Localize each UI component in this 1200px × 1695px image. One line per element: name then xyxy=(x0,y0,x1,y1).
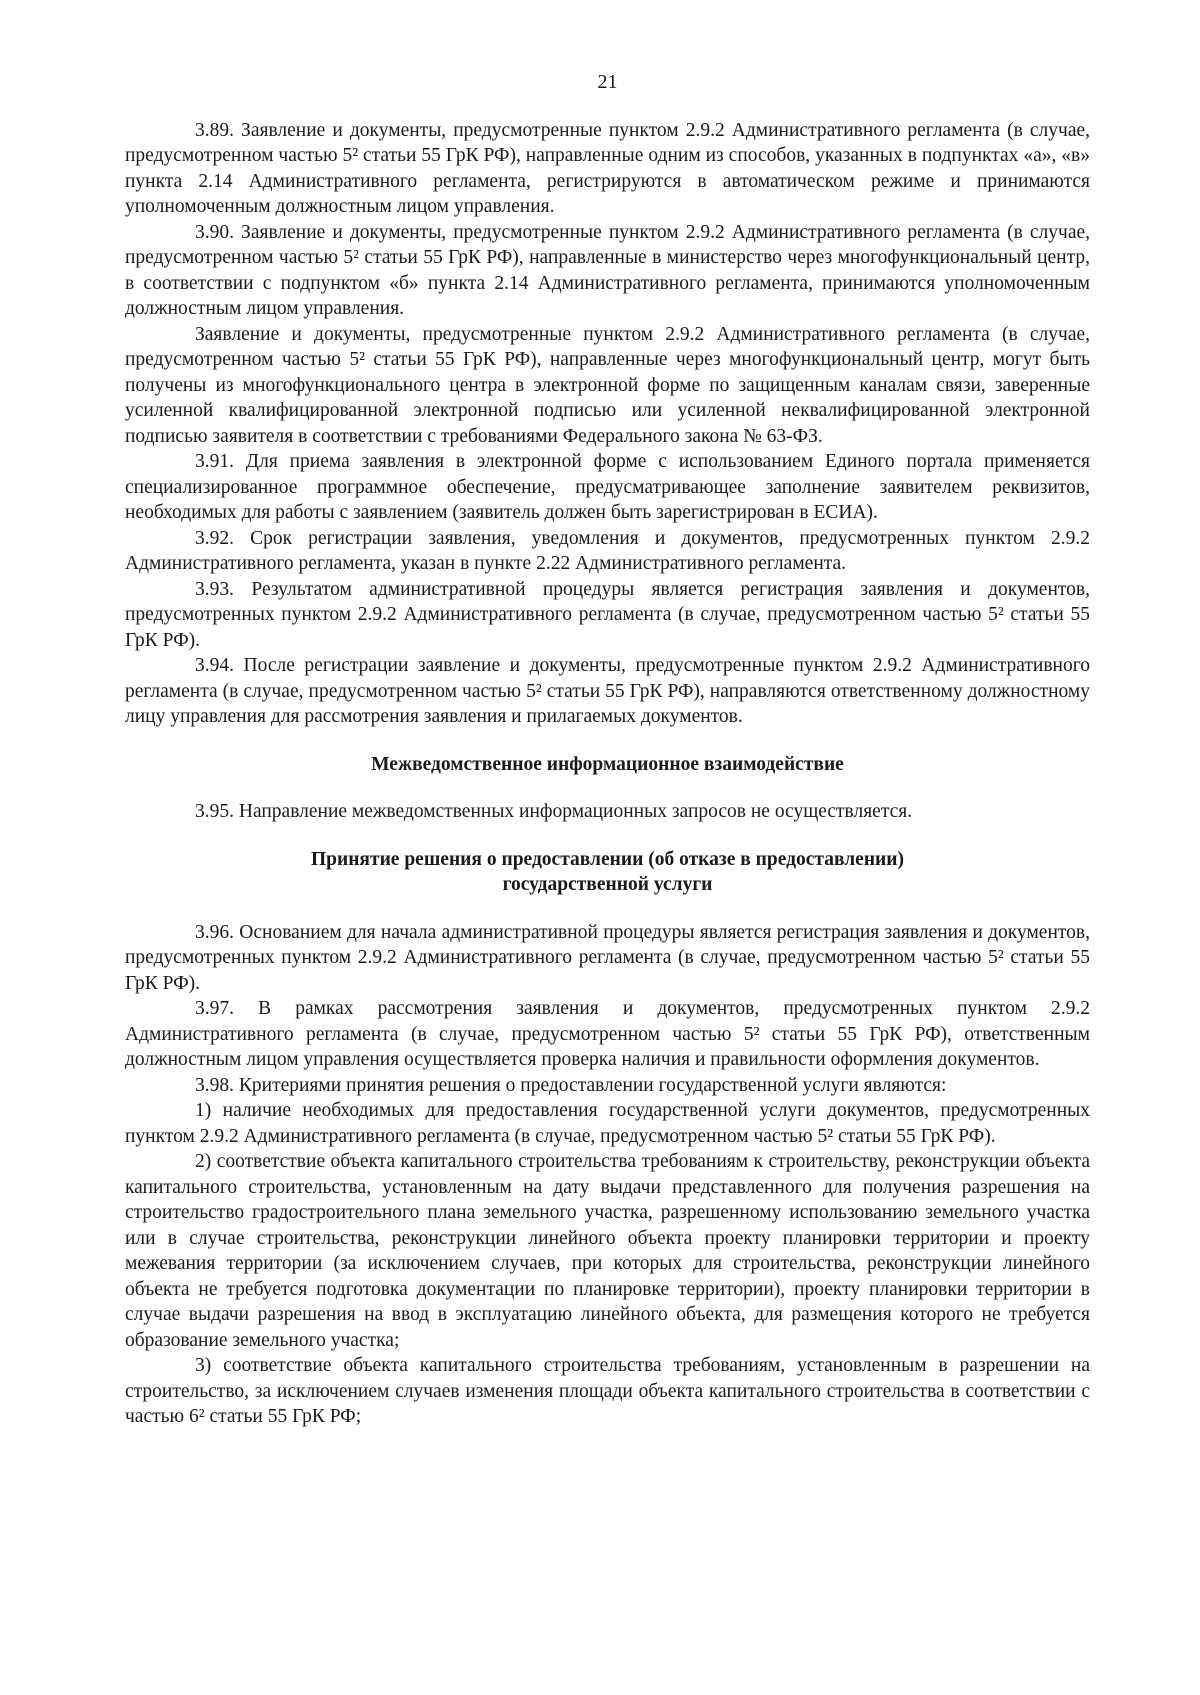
heading-decision xyxy=(125,847,1090,898)
heading-decision-line-2: государственной услуги xyxy=(502,874,713,895)
paragraph-3-90: 3.90. Заявление и документы, предусмотренные пунктом 2.9.2 Административного регламента (в случае, предусмотренном частью 5² статьи 55 ГрК РФ), направленные в министерство через многофункциональный центр, в соответствии с подпунктом «б» пункта 2.14 Административного регламента, принимаются уполномоченным должностным лицом управления. xyxy=(125,221,1090,319)
paragraph-3-97: 3.97. В рамках рассмотрения заявления и документов, предусмотренных пунктом 2.9.2 Административного регламента (в случае, предусмотренном частью 5² статьи 55 ГрК РФ), ответственным должностным лицом управления осуществляется проверка наличия и правильности оформления документов. xyxy=(125,998,1090,1070)
paragraph-3-91: 3.91. Для приема заявления в электронной форме с использованием Единого портала применяется специализированное программное обеспечение, предусматривающее заполнение заявителем реквизитов, необходимых для работы с заявлением (заявитель должен быть зарегистрирован в ЕСИА). xyxy=(125,451,1090,523)
page-number: 21 xyxy=(597,71,618,93)
criterion-3: 3) соответствие объекта капитального строительства требованиям, установленным в разрешении на строительство, за исключением случаев изменения площади объекта капитального строительства в соответствии с частью 6² статьи 55 ГрК РФ; xyxy=(125,1355,1090,1427)
paragraph-3-96: 3.96. Основанием для начала административной процедуры является регистрация заявления и документов, предусмотренных пунктом 2.9.2 Административного регламента (в случае, предусмотренном частью 5² статьи 55 ГрК РФ). xyxy=(125,921,1090,994)
paragraph-3-93: 3.93. Результатом административной процедуры является регистрация заявления и документов, предусмотренных пунктом 2.9.2 Административного регламента (в случае, предусмотренном частью 5² статьи 55 ГрК РФ). xyxy=(125,578,1090,651)
document-page xyxy=(125,70,1090,1430)
paragraph-3-95: 3.95. Направление межведомственных информационных запросов не осуществляется. xyxy=(195,801,913,822)
paragraph-3-92: 3.92. Срок регистрации заявления, уведомления и документов, предусмотренных пунктом 2.9.2 Административного регламента, указан в пункте 2.22 Административного регламента. xyxy=(125,527,1090,574)
paragraph-3-94: 3.94. После регистрации заявление и документы, предусмотренные пунктом 2.9.2 Административного регламента (в случае, предусмотренном частью 5² статьи 55 ГрК РФ), направляются ответственному должностному лицу управления для рассмотрения заявления и прилагаемых документов. xyxy=(125,655,1090,727)
criterion-2: 2) соответствие объекта капитального строительства требованиям к строительству, реконструкции объекта капитального строительства, установленным на дату выдачи представленного для получения разрешения на строительство градостроительного плана земельного участка, разрешенному использованию земельного участка или в случае строительства, реконструкции линейного объекта проекту планировки территории и проекту межевания территории (за исключением случаев, при которых для строительства, реконструкции линейного объекта не требуется подготовка документации по планировке территории), проекту планировки территории в случае выдачи разрешения на ввод в эксплуатацию линейного объекта, для размещения которого не требуется образование земельного участка; xyxy=(125,1151,1090,1351)
paragraph-mfc-electronic: Заявление и документы, предусмотренные пунктом 2.9.2 Административного регламента (в случае, предусмотренном частью 5² статьи 55 ГрК РФ), направленные через многофункциональный центр, могут быть получены из многофункционального центра в электронной форме по защищенным каналам связи, заверенные усиленной квалифицированной электронной подписью или усиленной неквалифицированной электронной подписью заявителя в соответствии с требованиями Федерального закона № 63-ФЗ. xyxy=(125,323,1090,447)
section-decision xyxy=(125,920,1090,1430)
heading-decision-line-1: Принятие решения о предоставлении (об отказе в предоставлении) xyxy=(310,848,905,870)
criterion-1: 1) наличие необходимых для предоставления государственной услуги документов, предусмотренных пунктом 2.9.2 Административного регламента (в случае, предусмотренном частью 5² статьи 55 ГрК РФ). xyxy=(125,1100,1090,1147)
section-registration xyxy=(125,118,1090,730)
section-interagency xyxy=(125,799,1090,825)
paragraph-3-89: 3.89. Заявление и документы, предусмотренные пунктом 2.9.2 Административного регламента (в случае, предусмотренном частью 5² статьи 55 ГрК РФ), направленные одним из способов, указанных в подпунктах «а», «в» пункта 2.14 Административного регламента, регистрируются в автоматическом режиме и принимаются уполномоченным должностным лицом управления. xyxy=(125,119,1090,217)
heading-interagency: Межведомственное информационное взаимодействие xyxy=(371,753,844,775)
paragraph-3-98: 3.98. Критериями принятия решения о предоставлении государственной услуги являются: xyxy=(195,1074,947,1096)
